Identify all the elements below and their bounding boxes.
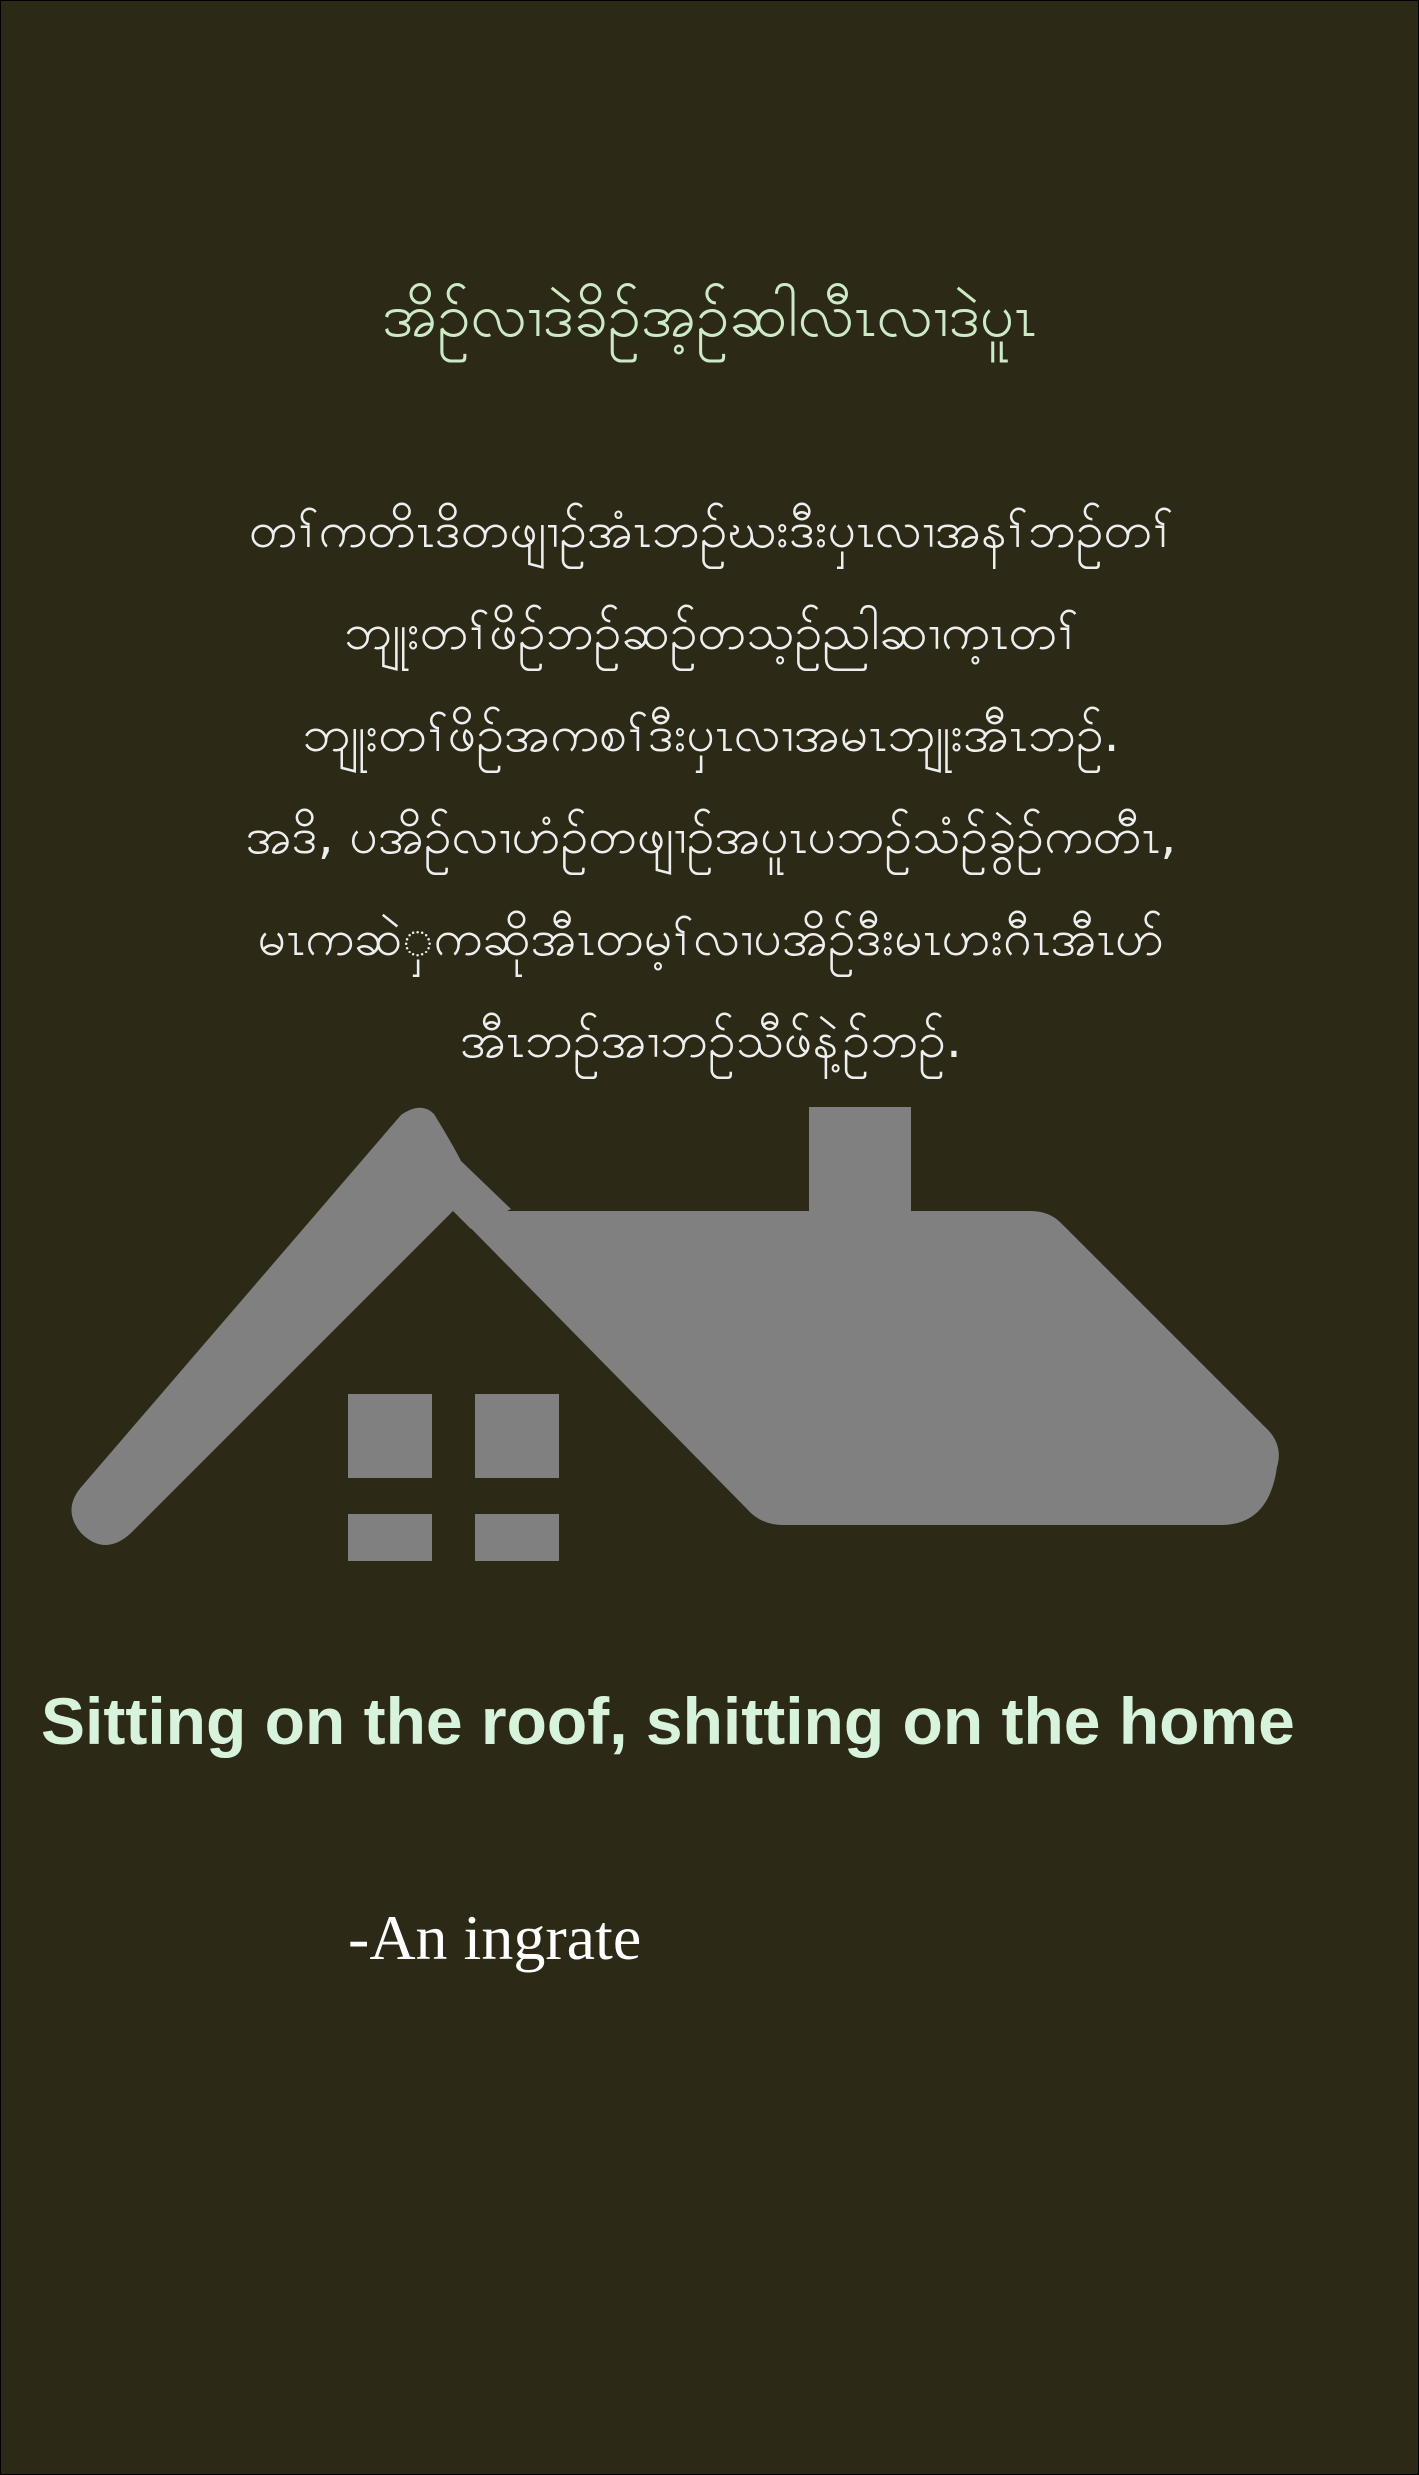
- paragraph-line: ဘျုးတၢ်ဖိဉ်အကစၢ်ဒီးပှၤလၢအမၤဘျုးအီၤဘဉ်.: [302, 705, 1120, 763]
- window-pane: [475, 1394, 559, 1478]
- paragraph-line: တၢ်ကတိၤဒိတဖျၢဉ်အံၤဘဉ်ဃးဒီးပှၤလၢအနၢ်ဘဉ်တၢ်: [248, 501, 1174, 559]
- chimney: [809, 1107, 911, 1217]
- window-pane: [475, 1514, 559, 1561]
- quote-paragraph: [71, 479, 1351, 1091]
- paragraph-line: မၤကဆဲှကဆိုအီၤတမ့ၢ်လၢပအိဉ်ဒီးမၤဟးဂီၤအီၤဟ်: [257, 909, 1165, 967]
- paragraph-line: အဒိ, ပအိဉ်လၢဟံဉ်တဖျၢဉ်အပူၤပဘဉ်သံဉ်ခွဲဉ်ကတီၤ,: [245, 807, 1177, 865]
- caption: Sitting on the roof, shitting on the home: [41, 1684, 1295, 1758]
- paragraph-line: ဘျုးတၢ်ဖိဉ်ဘဉ်ဆဉ်တသ့ဉ်ညါဆၢက့ၤတၢ်: [343, 603, 1079, 661]
- window-pane: [348, 1514, 432, 1561]
- paragraph-line: အီၤဘဉ်အၢဘဉ်သီဖ်နဲ့ဉ်ဘဉ်.: [460, 1011, 962, 1069]
- window-pane: [348, 1394, 432, 1478]
- roof-body: [439, 1211, 1279, 1525]
- author: -An ingrate: [348, 1902, 642, 1973]
- poster-title: အိဉ်လၢဒဲခိဉ်အ့ဉ်ဆါလီၤလၢဒဲပူၤ: [382, 281, 1037, 351]
- house-roof-icon: [71, 1101, 1291, 1561]
- roof-left-slope: [71, 1108, 511, 1545]
